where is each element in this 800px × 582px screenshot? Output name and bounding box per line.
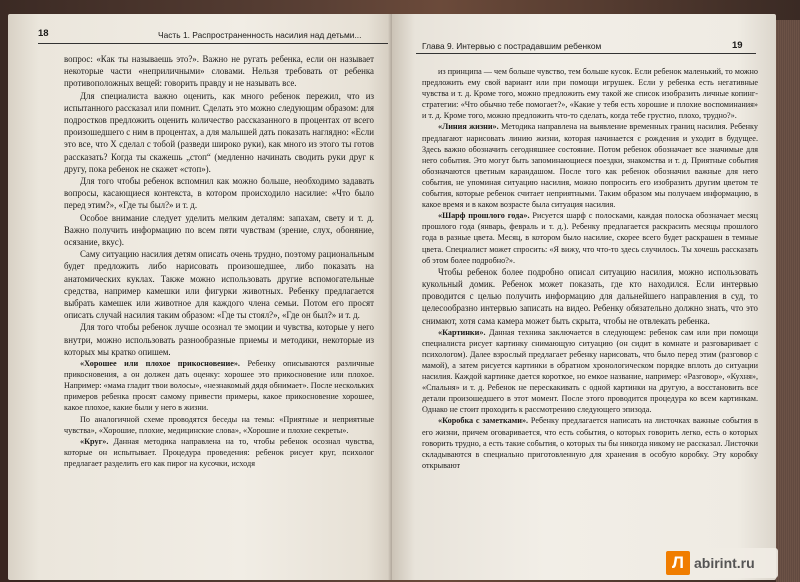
technique-name: «Коробка с заметками». [438,416,529,426]
paragraph [422,121,758,210]
paragraph-text: Саму ситуацию насилия детям описать очень трудно, поэтому рациональным будет предложить либо нарисовать произошедшее, либо показать на анатомических куклах. Также можно использовать другие вспомогательные средства, например камешки или фигурки животных. Ребенку предлагается выбрать камешек или животное для каждого члена семьи. Потом его просят описать случай насилия таким образом: «Где ты стоял?», «Где он был?» и т. д. [64,249,374,321]
running-head: Часть 1. Распространенность насилия над детьми... [158,30,362,40]
text-column [64,53,374,469]
paragraph [64,358,374,413]
paragraph [64,321,374,358]
paragraph-text: Для того чтобы ребенок лучше осознал те эмоции и чувства, которые у него внутри, можно использовать разнообразные приемы и методики, некоторые из которых мы кратко опишем. [64,322,374,357]
paragraph [422,66,758,121]
paragraph [422,266,758,327]
paragraph [64,248,374,321]
page-number: 19 [732,40,743,51]
paragraph-text: Рисуется шарф с полосками, каждая полоска обозначает месяц прошлого года (январь, февраль и т. д.). Ребенку предлагается раскрасить месяцы прошлого года в разные цвета. Месяц, в котором было насилие, скорее всего будет раскрашен в темные цвета. Специалист может спросить: «Я вижу, что что-то здесь случилось. Ты хочешь рассказать об этом более подробно?». [422,211,758,265]
right-page [392,14,776,580]
paragraph [422,210,758,265]
technique-name: «Хорошее или плохое прикосновение». [80,359,240,369]
paragraph-text: Данная методика направлена на то, чтобы ребенок осознал чувства, которые он испытывает. Процедура проведения: ребенок рисует круг, психолог предлагает разделить его как пирог на кусочки, исходя [64,436,374,468]
paragraph [64,414,374,436]
watermark-text: abirint.ru [694,555,755,571]
technique-name: «Линия жизни». [438,122,499,132]
paragraph-text: Методика направлена на выявление временных границ насилия. Ребенку предлагают нарисовать линию жизни, которая начинается с рождения и уходит в будущее. Здесь важно обозначить сегодняшнее состояние. Потом ребенок обозначает все значимые для него события. Это могут быть запоминающиеся поездки, знакомства и т. д. Приятные события обозначаются цветным карандашом. После того как ребенок обозначил важные для него события, не упоминая ситуацию насилия, можно попросить его изобразить другим цветом те события, которые ребенок считает неприятными. Таким образом мы получаем информацию, в какое время и в каком возрасте была ситуация насилия. [422,122,759,210]
paragraph-text: вопрос: «Как ты называешь это?». Важно не ругать ребенка, если он называет некоторые части «неприличными» словами. Нельзя требовать от ребенка противоположных вещей: говорить правду и не называть все. [64,54,374,89]
paragraph [64,436,374,469]
paragraph-text: Ребенку описываются различные прикосновения, а он должен дать оценку: хорошее это прикосновение или плохое. Например: «мама гладит твои волосы», «незнакомый дядя обнимает». После нескольких примеров ребенка просят самому привести примеры, какое прикосновение хорошее, какое плохое, какие были у него в жизни. [64,359,374,413]
watermark-logo: Л [666,551,690,575]
paragraph-text: Для специалиста важно оценить, как много ребенок пережил, что из испытанного рассказал или помнит. Сделать это можно следующим образом: для подростков предложить оценить количество рассказанного в процентах от всего произошедшего с ним в процентах, а для малышей дать показать наглядно: «Если это все, что X сделал с тобой (разведи широко руки), как много из этого ты готов рассказать? Когда ты скажешь „стоп“ (медленно начинать сводить руки друг к другу, пока ребенок не скажет «стоп»). [64,90,374,174]
technique-name: «Шарф прошлого года». [438,211,530,221]
paragraph-text: из принципа — чем больше чувство, тем больше кусок. Если ребенок маленький, то можно предложить ему свой вариант или при помощи игрушек. Если у ребенка есть негативные чувства и т. д. Кроме того, можно предложить ему такой же список изобразить личные копинг-стратегии: «Что обычно тебе помогает?», «Какие у тебя есть хорошие и плохие воспоминания» и т. д. Кроме того, можно предложить что-то сделать, когда тебе грустно, плохо, трудно?». [422,67,758,121]
paragraph [64,90,374,175]
left-page [8,14,398,580]
paragraph-text: Для того чтобы ребенок вспомнил как можно больше, необходимо задавать вопросы, касающиеся контекста, в котором происходило насилие: «Что было перед этим?», «Где ты был?» и т. д. [64,176,374,211]
paragraph [422,327,758,416]
paragraph-text: Данная техника заключается в следующем: ребенок сам или при помощи специалиста рисует картинку снимающую ситуацию (он сидит в комнате и разговаривает с психологом). Далее взрослый предлагает ребенку нарисовать, что было перед этим (разговор с мамой), а затем рисуется картинки в обратном хронологическом порядке вплоть до ситуации насилия. Каждой картинке дается короткое, но емкое название, например: «Разговор», «Кухня», «Спальня» и т. д. Ребенок не перескакивать с одной картинки на другую, а восстановить все детали произошедшего в этот момент. После этого проводится процедура ко всем картинкам. Однако не стоит проходить к рассмотрению следующего эпизода. [422,327,758,415]
page-edges [776,20,800,582]
technique-name: «Круг». [80,436,109,446]
paragraph [64,175,374,212]
paragraph-text: Особое внимание следует уделить мелким деталям: запахам, свету и т. д. Важно получить информацию по всем пяти чувствам (зрение, слух, обоняние, осязание, вкус). [64,212,374,248]
header-rule [416,53,756,54]
paragraph-text: Ребенку предлагается написать на листочках важные события в его жизни, причем оговаривается, что есть события, о которых говорить легко, есть о которых говорить трудно, а есть такие события, о которых ты бы никогда никому не рассказал. Листочки складываются в специально приготовленную для хранения в особую коробку. Эту коробку открывают [422,416,758,470]
page-number: 18 [38,28,49,39]
paragraph [64,53,374,90]
technique-name: «Картинки». [438,327,486,337]
running-head: Глава 9. Интервью с пострадавшим ребенком [422,41,602,51]
paragraph [422,415,758,470]
text-column [422,66,758,471]
paragraph [64,212,374,249]
paragraph-text: По аналогичной схеме проводятся беседы на темы: «Приятные и неприятные чувства», «Хорошие, плохие, медицинские слова», «Хорошие и плохие секреты». [64,414,374,435]
paragraph-text: Чтобы ребенок более подробно описал ситуацию насилия, можно использовать кукольный домик. Ребенок может показать, где кто находился. Если интервью проводится с целью получить информацию для дальнейшего направления в суд, то целесообразно интервью записать на видео. Ребенку обязательно должно знать, что это снимают, хотя сама камера может быть скрыта, чтобы не отвлекать ребенка. [422,266,758,326]
header-rule [38,43,388,44]
